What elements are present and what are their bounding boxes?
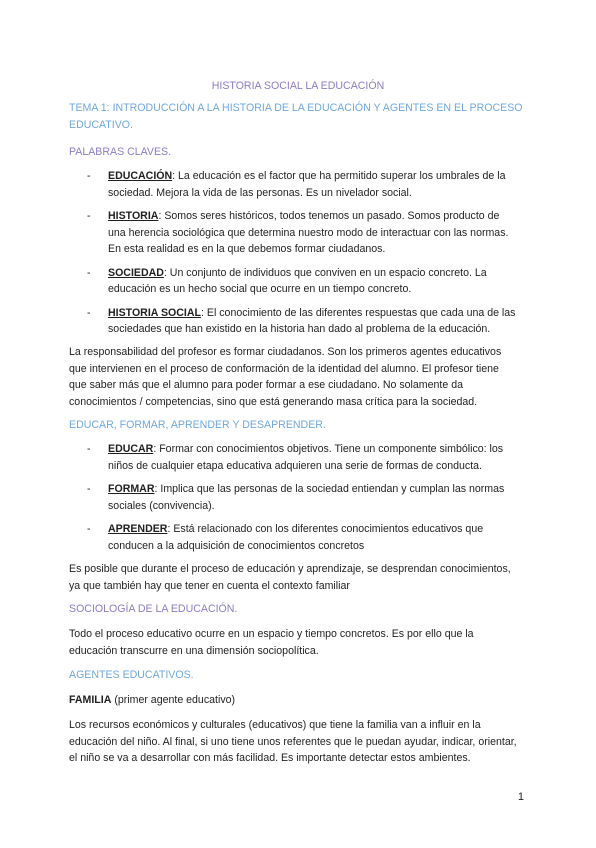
sociologia-heading: SOCIOLOGÍA DE LA EDUCACIÓN. [69,603,238,615]
educar-term: EDUCAR [108,443,154,455]
educar-item [69,441,519,474]
paragraph-proceso: Es posible que durante el proceso de educación y aprendizaje, se desprendan conocimientos, ya que también hay que tener en cuenta el contexto familiar [69,563,511,592]
document-title: HISTORIA SOCIAL LA EDUCACIÓN [211,80,385,92]
keyword-item [69,208,519,258]
page-number: 1 [517,791,524,803]
keyword-item [69,265,519,298]
bullet-dash: - [87,483,91,495]
familia-term: FAMILIA [69,694,112,706]
keyword-term: HISTORIA SOCIAL [108,306,201,319]
educar-text: : Implica que las personas de la sociedad entiendan y cumplan las normas sociales (convivencia). [108,483,505,512]
educar-term: APRENDER [108,523,168,535]
topic-heading: TEMA 1: INTRODUCCIÓN A LA HISTORIA DE LA EDUCACIÓN Y AGENTES EN EL PROCESO EDUCATIVO. [69,102,523,131]
keyword-term: EDUCACIÓN [108,170,173,182]
keywords-heading: PALABRAS CLAVES. [69,146,172,158]
keyword-text: : Somos seres históricos, todos tenemos un pasado. Somos producto de una herencia sociológica que determina nuestro modo de interactuar con las normas. En esta realidad es en la que debemos formar ciudadanos. [108,210,509,255]
familia-line [69,692,519,709]
bullet-dash: - [87,306,91,319]
keyword-item [69,305,519,338]
bullet-dash: - [87,266,91,279]
educar-text: : Formar con conocimientos objetivos. Tiene un componente simbólico: los niños de cualquier etapa educativa adquieren una serie de formas de conducta. [108,443,504,472]
bullet-dash: - [87,210,91,222]
paragraph-responsabilidad: La responsabilidad del profesor es formar ciudadanos. Son los primeros agentes educativos que intervienen en el proceso de conformación de la identidad del alumno. El profesor tiene que saber más que el alumno para poder formar a ese ciudadano. No solamente da conocimientos / competencias, sino que está generando masa crítica para la sociedad. [69,346,502,408]
educar-term: FORMAR [108,483,155,495]
keywords-list [69,168,519,345]
bullet-dash: - [87,170,91,182]
bullet-dash: - [87,443,91,455]
educar-item [69,481,519,514]
keyword-term: HISTORIA [108,210,159,222]
educar-item [69,521,519,554]
educar-list [69,441,519,561]
keyword-text: : La educación es el factor que ha permitido superar los umbrales de la sociedad. Mejora la vida de las personas. Es un nivelador social. [108,170,506,199]
paragraph-sociologia: Todo el proceso educativo ocurre en un espacio y tiempo concretos. Es por ello que la educación transcurre en una dimensión sociopolítica. [69,628,474,657]
keyword-item [69,168,519,201]
bullet-dash: - [87,523,91,535]
familia-note: (primer agente educativo) [111,694,236,706]
keyword-term: SOCIEDAD [108,266,164,279]
paragraph-familia: Los recursos económicos y culturales (educativos) que tiene la familia van a influir en la educación del niño. Al final, si uno tiene unos referentes que le puedan ayudar, indicar, orientar, el niño se va a desarrollar con más facilidad. Es importante detectar estos ambientes. [69,719,517,764]
educar-heading: EDUCAR, FORMAR, APRENDER Y DESAPRENDER. [69,419,326,431]
educar-text: : Está relacionado con los diferentes conocimientos educativos que conducen a la adquisición de conocimientos concretos [108,523,484,552]
keyword-text: : Un conjunto de individuos que conviven en un espacio concreto. La educación es un hecho social que ocurre en un tiempo concreto. [108,266,487,295]
agentes-heading: AGENTES EDUCATIVOS. [69,669,194,681]
keyword-text: : El conocimiento de las diferentes respuestas que cada una de las sociedades que han existido en la historia han dado al problema de la educación. [108,306,516,335]
